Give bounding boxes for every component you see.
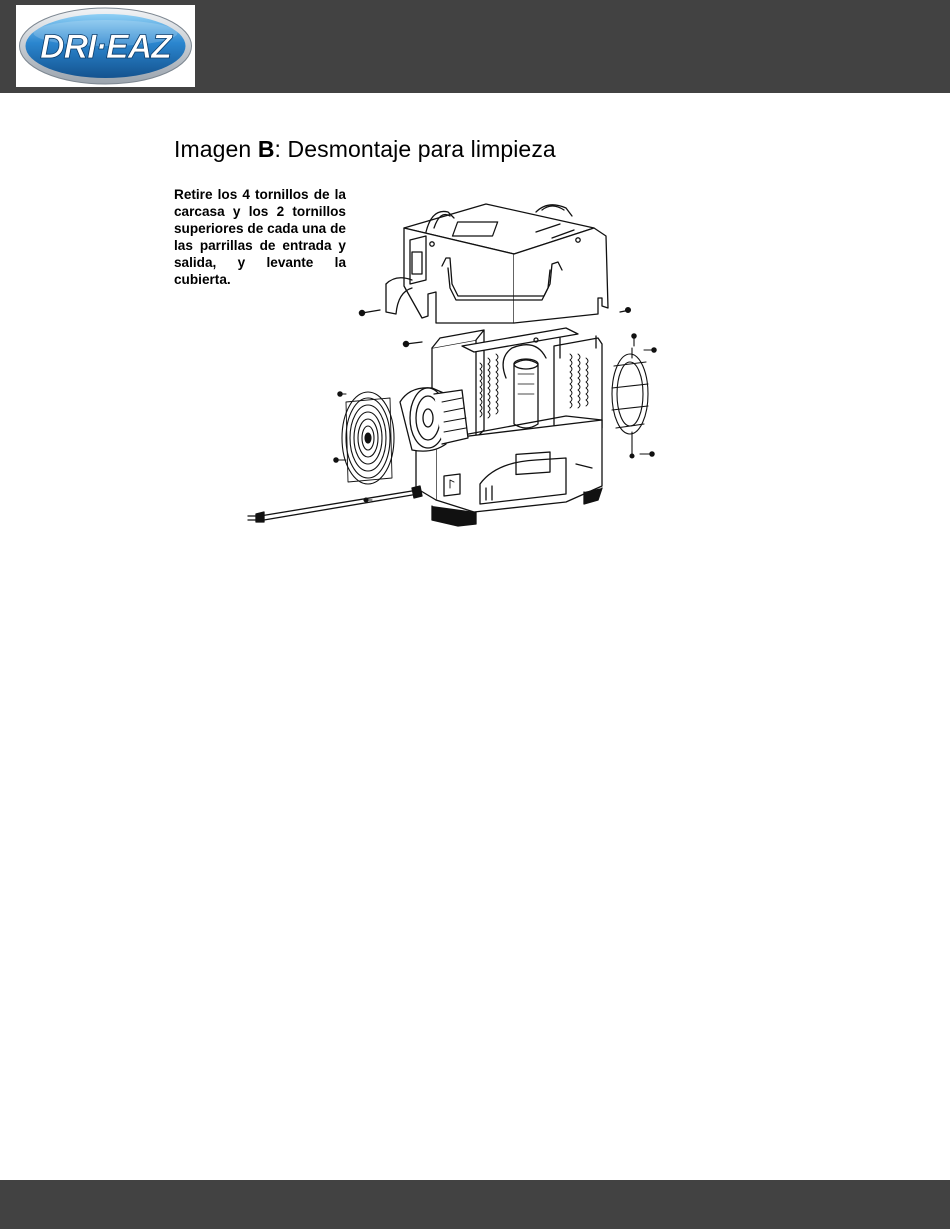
top-cover [386, 204, 608, 323]
left-grille [334, 392, 394, 502]
page-title [174, 136, 556, 163]
svg-text:DRI·EAZ: DRI·EAZ [40, 28, 171, 66]
header-bar [0, 0, 950, 93]
title-rest: : Desmontaje para limpieza [274, 136, 556, 162]
power-cord [248, 486, 422, 522]
right-grille [612, 334, 656, 458]
instructions-text: Retire los 4 tornillos de la carcasa y los 2 tornillos superiores de cada una de las parrillas de entrada y salida, y levante la cubierta. [174, 187, 346, 287]
brand-logo [16, 5, 195, 87]
title-prefix: Imagen [174, 136, 258, 162]
exploded-dehumidifier-diagram [236, 188, 676, 538]
title-letter: B [257, 136, 275, 162]
footer-bar [0, 1180, 950, 1229]
